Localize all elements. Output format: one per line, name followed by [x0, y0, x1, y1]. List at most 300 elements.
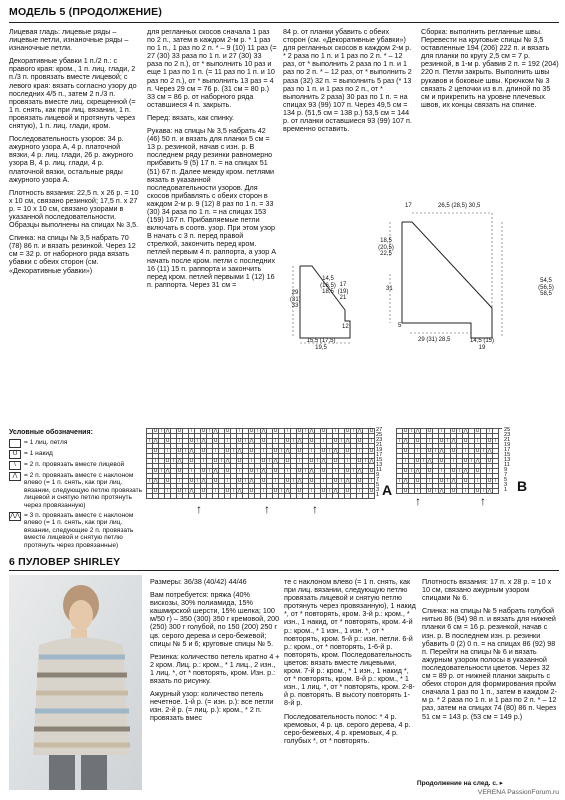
model5-column-4 — [421, 28, 559, 114]
chart-cell: ⋀ — [153, 478, 158, 484]
chart-cell: ⋀ — [333, 448, 338, 454]
chart-cell: \ — [273, 479, 279, 484]
chart-cell: ⋀ — [487, 448, 492, 454]
dim-label: 14,5 (16,5) 18,5 — [320, 276, 336, 295]
chart-cell: U — [451, 448, 456, 454]
legend-symbol: U — [9, 450, 21, 459]
chart-cell: \ — [351, 469, 357, 474]
chart-cell: \ — [183, 449, 189, 454]
chart-cell: U — [463, 458, 468, 464]
chart-b-label: B — [517, 478, 528, 494]
paragraph: Плотность вязания: 17 п. x 28 р. = 10 x 10 см, связано ажурным узором спицами № 6. — [422, 577, 552, 603]
paragraph: Плотность вязания: 22,5 п. x 26 р. = 10 x 10 см, связано резинкой; 17,5 п. x 27 р. = 10 x 10 см, связано узорами в указанной последовательности. Образцы выполнены на спицах № 3,5. — [9, 187, 139, 230]
chart-cell: U — [403, 428, 408, 434]
row-number: 15 — [376, 457, 383, 463]
chart-cell: \ — [481, 449, 487, 454]
chart-cell: \ — [333, 469, 339, 474]
arrow-up-icon: ↑ — [480, 494, 486, 508]
chart-cell: U — [427, 488, 432, 494]
chart-cell: U — [439, 438, 444, 444]
chart-cell: U — [333, 478, 338, 484]
paragraph: Лицевая гладь: лицевые ряды – лицевые петли, изнаночные ряды – изнаночные петли. — [9, 27, 129, 53]
paragraph: для регланных скосов сначала 1 раз по 2 п., затем в каждом 2-м р. * 1 раз по 1 п., 1 раз по 2 п. * – 9 (10) 11 раз (= 27 (30) 33 раза по 1 п. и 27 (30) 33 раза по 2 п.), от * выполнить 10 раз и еще 1 раз по 1 п. (= 11 раз по 1 п. и 10 раз по 2 п.), от * выполнить 13 раз = 4 п. Через 29 см = 76 р. (31 см = 80 р.) 33 см = 86 р. от наборного ряда оставшиеся 4 п. закрыть. — [147, 27, 277, 109]
chart-cell: U — [309, 438, 314, 444]
row-number: 25 — [504, 427, 511, 433]
chart-cell: \ — [457, 429, 463, 434]
chart-cell: U — [475, 448, 480, 454]
chart-cell: ⋀ — [403, 478, 408, 484]
chart-cell: U — [463, 478, 468, 484]
model6-title: 6 ПУЛОВЕР SHIRLEY — [9, 556, 121, 568]
chart-cell: U — [439, 478, 444, 484]
paragraph: Вам потребуется: пряжа (40% вискозы, 30% полиамида, 15% кашмирской шерсти, 15% шелка; 100 м/50 г) – 350 (300) 350 г кремовой, 200 (250) 300 г голубой, по 150 (200) 250 г цв. серого дерева и серо-бежевой; спицы № 5 и 6; круговые спицы № 5. — [150, 590, 280, 648]
chart-cell: U — [189, 458, 194, 464]
chart-cell: \ — [481, 489, 487, 494]
chart-cell: U — [345, 428, 350, 434]
chart-cell: U — [487, 458, 492, 464]
chart-cell: ⋀ — [297, 478, 302, 484]
chart-cell: U — [415, 438, 420, 444]
chart-cell: \ — [213, 489, 219, 494]
chart-cell: \ — [273, 439, 279, 444]
chart-cell: \ — [291, 479, 297, 484]
row-number: 17 — [504, 447, 511, 453]
chart-cell: U — [487, 438, 492, 444]
chart-cell: ⋀ — [357, 428, 362, 434]
chart-cell: \ — [279, 449, 285, 454]
chart-cell: \ — [409, 469, 415, 474]
chart-cell: \ — [433, 489, 439, 494]
paragraph: Перед: вязать, как спинку. — [147, 112, 234, 122]
chart-cell: ⋀ — [189, 488, 194, 494]
row-number: 7 — [504, 472, 508, 478]
dim-label: 29 (31) 28,5 — [418, 337, 451, 343]
chart-cell: \ — [357, 449, 363, 454]
chart-cell: U — [357, 438, 362, 444]
chart-cell: U — [225, 468, 230, 474]
chart-cell: ⋀ — [309, 428, 314, 434]
chart-cell: U — [475, 468, 480, 474]
chart-cell: \ — [421, 459, 427, 464]
chart-cell: \ — [427, 479, 433, 484]
chart-cell: \ — [369, 439, 375, 444]
chart-cell: U — [487, 478, 492, 484]
section-rule — [9, 570, 559, 571]
chart-cell: \ — [225, 439, 231, 444]
chart-cell: \ — [177, 479, 183, 484]
chart-cell: U — [153, 428, 158, 434]
chart-cell: \ — [327, 489, 333, 494]
legend-text: = 1 лиц. петля — [24, 438, 68, 446]
chart-cell: U — [427, 448, 432, 454]
legend-item — [9, 512, 144, 550]
dim-label: 31 — [386, 286, 393, 292]
chart-cell: U — [261, 478, 266, 484]
chart-cell: ⋀ — [439, 488, 444, 494]
chart-cell: U — [177, 488, 182, 494]
chart-cell: \ — [213, 449, 219, 454]
model6-column-3 — [422, 578, 559, 726]
chart-cell: U — [333, 438, 338, 444]
chart-cell: U — [369, 488, 374, 494]
chart-cell: \ — [225, 479, 231, 484]
chart-cell: \ — [493, 479, 499, 484]
paragraph: Ажурный узор: количество петель нечетное. 1-й р. (= изн. р.): все петли изн. 2-й р. (= лиц. р.): кром., * 2 п. провязать вмес — [150, 689, 274, 723]
chart-cell: \ — [327, 449, 333, 454]
row-number: 19 — [504, 442, 511, 448]
chart-cell: U — [297, 488, 302, 494]
schematic-drawing — [290, 178, 558, 350]
chart-cell: ⋀ — [237, 448, 242, 454]
chart-cell: \ — [297, 459, 303, 464]
header-rule — [9, 22, 559, 23]
chart-cell: \ — [183, 489, 189, 494]
chart-cell: \ — [147, 479, 153, 484]
chart-cell: \ — [177, 439, 183, 444]
paragraph: Последовательность полос: * 4 р. кремовых, 4 р. цв. серого дерева, 4 р. серо-бежевых, 4 р. кремовых, 4 р. голубых *, от * повторять. — [284, 711, 411, 745]
chart-cell: U — [165, 478, 170, 484]
woman-sweater-image — [9, 575, 142, 790]
chart-cell: \ — [493, 439, 499, 444]
paragraph: Спинка: на спицы № 3,5 набрать 70 (78) 86 п. и вязать резинкой. Через 12 см = 32 р. от наборного ряда вязать убавки с обеих сторон (см. «Декоративные убавки») — [9, 233, 136, 275]
chart-cell: U — [165, 458, 170, 464]
legend-text: = 3 п. провязать вместе с наклоном влево (= 1 п. снять, как при лиц. вязании, следующие 2 п. провязать вместе лицевой и снятую петлю протянуть через провязанные) — [24, 511, 134, 549]
chart-cell: \ — [333, 429, 339, 434]
chart-cell: ⋀ — [285, 488, 290, 494]
legend-symbol: \ — [9, 461, 21, 470]
legend-text: = 1 накид — [24, 449, 53, 457]
chart-cell: ⋀ — [345, 478, 350, 484]
chart-cell: U — [345, 448, 350, 454]
chart-cell: U — [225, 428, 230, 434]
chart-cell: U — [153, 448, 158, 454]
pattern-schematic — [290, 178, 558, 350]
paragraph: 84 р. от планки убавить с обеих сторон (см. «Декоративные убавки») для регланных скосов в каждом 2-м р. * 2 раза по 1 п. и 1 раз по 2 п. * – 12 раз, от * выполнить 2 раза по 1 п. и 1 раз по 2 п. * – 12 раз, от * выполнить 2 раза (32) 32 п. = выполнить 5 раз (* 13 раз по 1 п. и 1 раз по 2 п., от * выполнить 2 раза) 30 раз по 1 п. = на спицах 93 (99) 107 п. Через 49,5 см = 134 р. (51,5 см = 138 р.) 53,5 см = 144 р. от планки оставшиеся 93 (99) 107 п. временно оставить. — [283, 27, 412, 134]
row-number: 13 — [504, 457, 511, 463]
chart-cell: U — [427, 468, 432, 474]
chart-cell: U — [201, 468, 206, 474]
chart-cell: U — [249, 488, 254, 494]
chart-cell: ⋀ — [403, 438, 408, 444]
chart-cell: U — [333, 458, 338, 464]
chart-cell: ⋀ — [487, 488, 492, 494]
chart-cell: U — [297, 448, 302, 454]
chart-cell: \ — [255, 469, 261, 474]
chart-cell: ⋀ — [427, 458, 432, 464]
dim-label: 14,5 (15) 19 — [469, 338, 494, 351]
chart-cell: U — [249, 448, 254, 454]
chart-cell: ⋀ — [153, 438, 158, 444]
brand-footer: VERENA PassionForum.ru — [477, 789, 559, 796]
chart-cell: \ — [165, 489, 171, 494]
chart-cell: \ — [369, 479, 375, 484]
dim-label: 17 (19) 21 — [337, 282, 349, 301]
paragraph: Рукава: на спицы № 3,5 набрать 42 (46) 50 п. и вязать для планки 5 см = 13 р. резинкой, начав с изн. р. В последнем ряду резинки равномерно прибавить 9 (5) 17 п. = на спицах 51 (51) 67 п. Далее между кром. петлями вязать в указанной последовательности узоров. Для скосов прибавлять с обеих сторон в каждом 2-м р. 9 (12) 8 раз по 1 п. = 33 (30) 34 раза по 1 п. = на спицах 153 (159) 167 п. Прибавляемые петли включать в соотв. узор. При этом узор В начать с 3 п. перед правой стрелкой, закончить перед кром. петлей первым 4 п. раппорта, а узор А начать после кром. петли с последних 16 (11) 15 п. раппорта и закончить перед кром. петлей первыми 1 (12) 16 п. раппорта. Через 31 см = — [147, 126, 277, 289]
row-number: 23 — [376, 437, 383, 443]
row-number: 11 — [376, 467, 382, 473]
legend-item — [9, 461, 144, 470]
continued-note: Продолжение на след. с. ▸ — [416, 780, 503, 787]
row-number: 5 — [376, 482, 380, 488]
chart-cell: ⋀ — [189, 448, 194, 454]
legend-symbol — [9, 439, 21, 448]
chart-cell: ⋀ — [333, 488, 338, 494]
chart-cell: \ — [153, 459, 159, 464]
row-number: 9 — [376, 472, 380, 478]
dim-label: 26,5 (28,5) 30,5 — [438, 203, 481, 209]
chart-cell: \ — [171, 459, 177, 464]
chart-cell: ⋀ — [225, 458, 230, 464]
dim-label: 12 — [342, 324, 349, 330]
chart-cell: \ — [415, 449, 421, 454]
arrow-up-icon: ↑ — [415, 494, 421, 508]
chart-cell: U — [201, 428, 206, 434]
row-number: 21 — [504, 437, 511, 443]
chart-cell: ⋀ — [165, 428, 170, 434]
chart-cell: U — [369, 448, 374, 454]
chart-cell: U — [261, 458, 266, 464]
chart-cell: \ — [321, 479, 327, 484]
model5-column-1 — [9, 28, 140, 280]
chart-cell: ⋀ — [463, 428, 468, 434]
chart-cell: U — [439, 458, 444, 464]
paragraph: те с наклоном влево (= 1 п. снять, как при лиц. вязании, следующую петлю провязать лицевой и снятую петлю протянуть через провязанную), 1 накид *, от * повторять, кром. 3-й р.: кром., * изн., 1 накид, от * повторять, кром. 4-й р.: кром., * 1 изн., 1 изн. *, от * повторять, кром. 5-й р.: изн. петли. 6-й р.: кром., от * повторять, 1-6-й р. повторять, кром. Последовательность цветов: вязать вместе лицевыми, кром. 7-й р.: кром., * 1 изн., 1 накид *, от * повторять, кром. 8-й р.: кром., * 1 изн., 1 лиц. *, от * повторять, кром. 2-8-й р. повторять. В высоту повторять 1-8-й р. — [284, 577, 416, 708]
legend-title: Условные обозначения: — [9, 429, 93, 436]
chart-cell: U — [237, 438, 242, 444]
dim-label: 29 (31) 33 — [290, 290, 301, 309]
chart-cell: \ — [339, 479, 345, 484]
chart-cell: U — [297, 468, 302, 474]
chart-cell: ⋀ — [177, 458, 182, 464]
chart-cell: U — [369, 468, 374, 474]
row-number: 25 — [376, 432, 383, 438]
chart-cell: U — [321, 468, 326, 474]
paragraph: Спинка: на спицы № 5 набрать голубой нитью 86 (94) 98 п. и вязать для нижней планки 6 см = 16 р. резинкой, начав с изн. р. В последнем изн. р. резинки убавить 0 (2) 0 п. = на спицах 86 (92) 98 п. Перейти на спицы № 6 и вязать ажурным узором полосы в указанной последовательности цветов. Через 32 см = 89 р. от нижней планки закрыть с обеих сторон для формирования пройм сначала 1 раз по 1 п., затем в каждом 2-м р. * 2 раза по 1 п. и 1 раз по 2 п. * – 12 раз, затем на спицах 74 (80) 86 п. Через 51 см = 143 р. (53 см = 149 р.) — [422, 606, 558, 721]
chart-cell: \ — [255, 429, 261, 434]
chart-cell: \ — [189, 429, 195, 434]
row-number: 3 — [504, 482, 508, 488]
chart-cell: \ — [261, 449, 267, 454]
chart-cell: U — [309, 478, 314, 484]
chart-cell: U — [451, 468, 456, 474]
paragraph: Последовательность узоров: 34 р. ажурного узора А, 4 р. платочной вязки, 4 р. лиц. глади, 26 р. ажурного узора В, 4 р. лиц. глади, 4 р. платочной вязки, остальные ряды ажурного узора А. — [9, 134, 134, 184]
chart-cell: ⋀ — [369, 458, 374, 464]
chart-cell: \ — [243, 439, 249, 444]
chart-cell: U — [213, 478, 218, 484]
chart-cell: \ — [475, 479, 481, 484]
chart-cell: ⋀ — [451, 438, 456, 444]
chart-cell: \ — [357, 489, 363, 494]
chart-cell: ⋀ — [357, 468, 362, 474]
legend-symbol: ⋀⋀ — [10, 512, 20, 519]
chart-cell: U — [369, 428, 374, 434]
chart-cell: \ — [397, 479, 403, 484]
chart-cell: U — [153, 468, 158, 474]
chart-cell: \ — [237, 429, 243, 434]
chart-cell: U — [321, 428, 326, 434]
chart-cell: U — [285, 458, 290, 464]
chart-cell: ⋀ — [451, 478, 456, 484]
dim-label: 54,5 (56,5) 58,5 — [538, 278, 554, 297]
row-number: 11 — [504, 462, 510, 468]
chart-cell: \ — [237, 469, 243, 474]
chart-cell: \ — [303, 429, 309, 434]
chart-cell: ⋀ — [249, 438, 254, 444]
chart-cell: \ — [231, 489, 237, 494]
model6-column-1 — [150, 578, 280, 728]
row-number: 1 — [376, 492, 380, 498]
chart-cell: U — [273, 488, 278, 494]
chart-cell: U — [451, 488, 456, 494]
chart-cell: \ — [463, 449, 469, 454]
paragraph: Резинка: количество петель кратно 4 + 2 кром. Лиц. р.: кром., * 1 лиц., 2 изн., 1 лиц. *, от * повторять, кром. Изн. р.: вязать по рисунку. — [150, 651, 280, 686]
legend-text: = 2 п. провязать вместе лицевой — [24, 460, 125, 468]
chart-cell: U — [237, 478, 242, 484]
chart-cell: \ — [165, 449, 171, 454]
chart-cell: \ — [279, 489, 285, 494]
chart-cell: \ — [433, 449, 439, 454]
chart-cell: U — [451, 428, 456, 434]
chart-cell: ⋀ — [321, 458, 326, 464]
chart-cell: \ — [321, 439, 327, 444]
chart-cell: U — [321, 488, 326, 494]
chart-cell: ⋀ — [165, 468, 170, 474]
chart-cell: \ — [303, 469, 309, 474]
chart-cell: \ — [409, 429, 415, 434]
chart-cell: U — [273, 428, 278, 434]
chart-cell: \ — [339, 439, 345, 444]
chart-cell: ⋀ — [309, 468, 314, 474]
legend-symbol: ⋀ — [9, 472, 21, 481]
chart-cell: U — [201, 488, 206, 494]
chart-cell: U — [177, 428, 182, 434]
chart-cell: U — [225, 488, 230, 494]
chart-cell: \ — [397, 439, 403, 444]
chart-cell: U — [261, 438, 266, 444]
chart-cell: U — [357, 458, 362, 464]
row-number: 13 — [376, 462, 383, 468]
chart-cell: \ — [457, 469, 463, 474]
chart-cell: \ — [189, 469, 195, 474]
chart-cell: \ — [249, 459, 255, 464]
chart-cell: \ — [315, 459, 321, 464]
chart-cell: ⋀ — [415, 468, 420, 474]
row-number: 17 — [376, 452, 383, 458]
chart-cell: \ — [285, 429, 291, 434]
legend-text: = 2 п. провязать вместе с наклоном влево (= 1 п. снять, как при лиц. вязании, следующую петлю провязать лицевой и снятую петлю протянуть через провязанную) — [24, 471, 143, 509]
chart-cell: \ — [445, 479, 451, 484]
chart-cell: ⋀ — [463, 468, 468, 474]
chart-cell: \ — [451, 459, 457, 464]
chart-cell: ⋀ — [249, 478, 254, 484]
chart-cell: U — [297, 428, 302, 434]
chart-cell: ⋀ — [415, 428, 420, 434]
chart-cell: \ — [231, 449, 237, 454]
chart-cell: \ — [487, 469, 493, 474]
paragraph: Декоративные убавки 1 п./2 п.: с правого края: кром., 1 п. лиц. глади, 2 п./3 п. провязать вместе лицевой; с левого края: вязать согласно узору до последних 4/5 п., затем 2 п./3 п. провязать вместе лиц. скрещенной (= 1 п. снять, как при лиц. вязании, 1 п. провязать лицевой и протянуть через снятую), 1 п. лиц. глади, кром. — [9, 56, 137, 131]
paragraph: Размеры: 36/38 (40/42) 44/46 — [150, 577, 247, 586]
chart-a-label: A — [382, 482, 393, 498]
chart-cell: U — [189, 478, 194, 484]
row-number: 27 — [376, 427, 383, 433]
chart-cell: ⋀ — [439, 448, 444, 454]
chart-cell: \ — [445, 439, 451, 444]
chart-cell: \ — [261, 489, 267, 494]
chart-cell: ⋀ — [475, 458, 480, 464]
chart-cell: \ — [147, 439, 153, 444]
chart-cell: ⋀ — [297, 438, 302, 444]
chart-cell: U — [177, 448, 182, 454]
chart-cell: U — [403, 448, 408, 454]
chart-cell: \ — [345, 459, 351, 464]
chart-cell: U — [213, 458, 218, 464]
row-number: 1 — [504, 487, 508, 493]
chart-cell: U — [357, 478, 362, 484]
chart-cell: U — [189, 438, 194, 444]
chart-cell: \ — [291, 439, 297, 444]
dim-label: 5 — [398, 323, 402, 329]
dim-label: 18,5 (20,5) 22,5 — [378, 238, 394, 257]
chart-cell — [493, 489, 499, 494]
chart-cell: U — [225, 448, 230, 454]
chart-cell: \ — [207, 469, 213, 474]
chart-cell: ⋀ — [273, 458, 278, 464]
arrow-up-icon: ↑ — [312, 502, 318, 516]
chart-cell: \ — [159, 469, 165, 474]
chart-cell: \ — [267, 459, 273, 464]
chart-cell: U — [475, 428, 480, 434]
chart-cell: U — [285, 438, 290, 444]
model-photo — [9, 575, 142, 790]
chart-cell: ⋀ — [213, 468, 218, 474]
chart-cell: \ — [309, 489, 315, 494]
chart-cell: \ — [219, 459, 225, 464]
row-number: 7 — [376, 477, 380, 483]
chart-cell: \ — [195, 479, 201, 484]
knitting-chart-b — [396, 428, 502, 494]
chart-cell: U — [273, 448, 278, 454]
knitting-chart-a — [146, 428, 375, 499]
chart-cell: \ — [285, 469, 291, 474]
chart-cell: \ — [207, 429, 213, 434]
model6-column-2 — [284, 578, 416, 750]
chart-cell: U — [237, 458, 242, 464]
row-number: 19 — [376, 447, 383, 453]
chart-cell: U — [213, 438, 218, 444]
chart-cell: \ — [439, 429, 445, 434]
chart-cell: U — [321, 448, 326, 454]
model5-column-3 — [283, 28, 413, 138]
chart-cell: \ — [469, 459, 475, 464]
chart-cell: ⋀ — [201, 438, 206, 444]
chart-cell: \ — [201, 459, 207, 464]
arrow-up-icon: ↑ — [264, 502, 270, 516]
row-number: 5 — [504, 477, 508, 483]
chart-cell: U — [201, 448, 206, 454]
dim-label: 15,5 (17,5) 19,5 — [306, 338, 336, 351]
chart-cell: ⋀ — [237, 488, 242, 494]
symbol-legend — [9, 429, 144, 552]
row-number: 9 — [504, 467, 508, 473]
chart-cell: \ — [363, 459, 369, 464]
chart-cell: ⋀ — [345, 438, 350, 444]
chart-cell: ⋀ — [261, 428, 266, 434]
model5-column-2 — [147, 28, 277, 294]
legend-item — [9, 472, 144, 510]
chart-cell: U — [249, 468, 254, 474]
model5-title: МОДЕЛЬ 5 (ПРОДОЛЖЕНИЕ) — [9, 6, 163, 18]
chart-cell: U — [345, 488, 350, 494]
